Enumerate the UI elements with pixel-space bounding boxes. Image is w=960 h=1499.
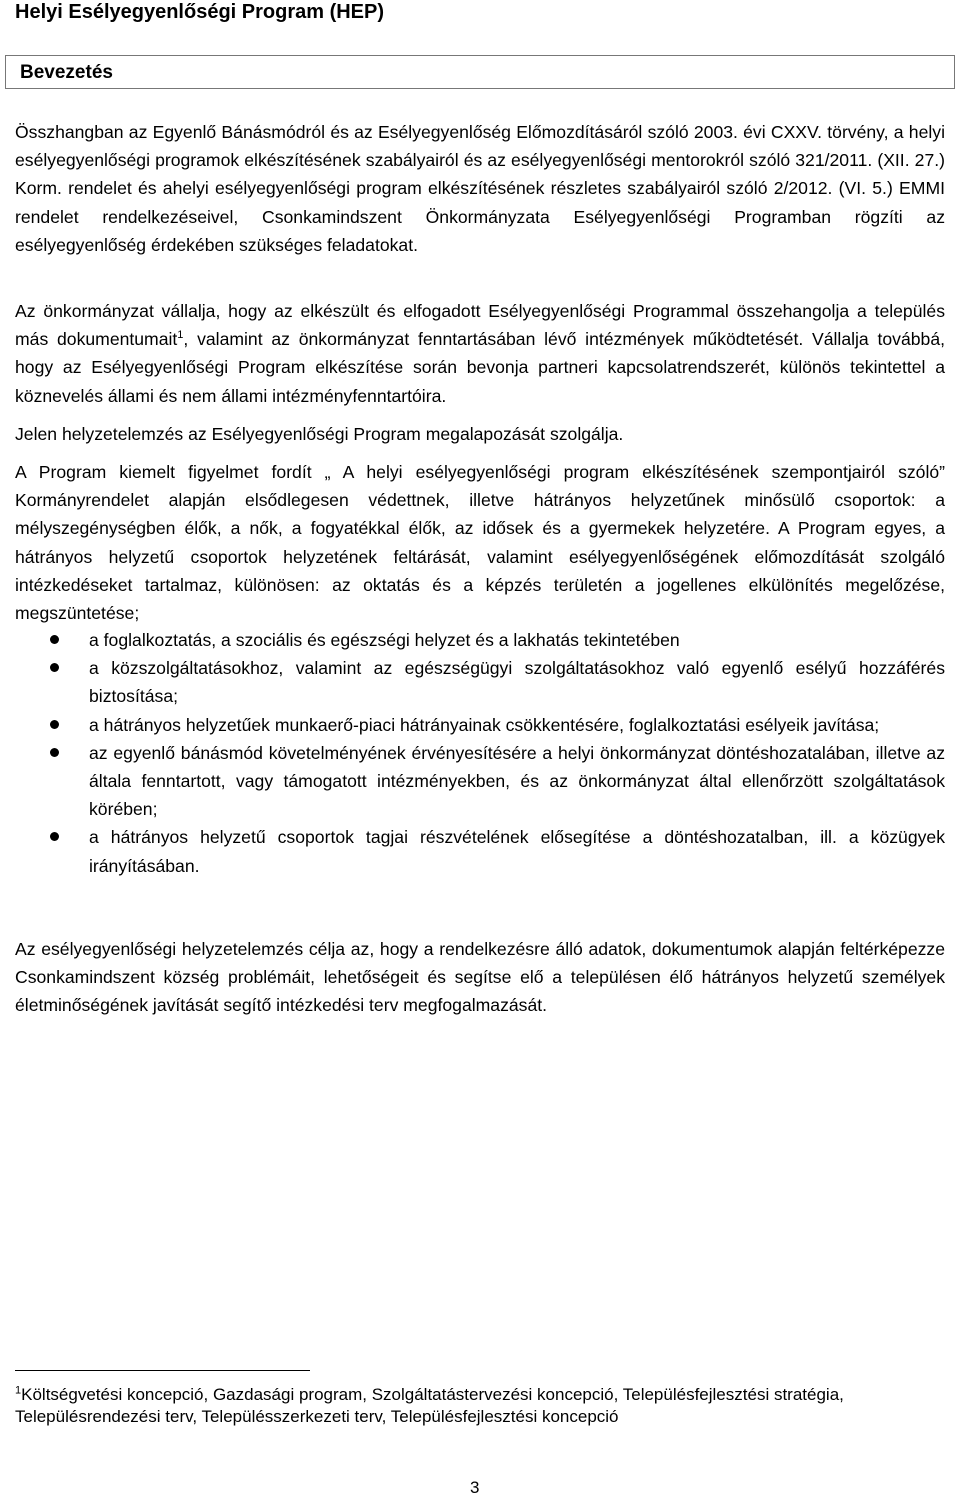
paragraph-intro: Összhangban az Egyenlő Bánásmódról és az Esélyegyenlőség Előmozdításáról szóló 2003. évi CXXV. törvény, a helyi esélyegyenlőségi programok elkészítésének szabályairól és az esélyegyenlőségi mentorokról szóló 321/2011. (XII. 27.) Korm. rendelet és ahelyi esélyegyenlőségi program elkészítésének részletes szabályairól szóló 2/2012. (VI. 5.) EMMI rendelet rendelkezéseivel, Csonkamindszent Önkormányzata Esélyegyenlőségi Programban rögzíti az esélyegyenlőség érdekében szükséges feladatokat. xyxy=(15,122,945,255)
list-item xyxy=(15,739,945,824)
paragraph-commitment xyxy=(15,297,945,410)
list-item xyxy=(15,711,945,739)
focus-bullet-list xyxy=(15,626,945,880)
footnote xyxy=(15,1384,950,1428)
list-item-text: a hátrányos helyzetű csoportok tagjai részvételének elősegítése a döntéshozatalban, ill. a közügyek irányításában. xyxy=(89,827,945,876)
bullet-icon xyxy=(50,832,59,841)
footnote-reference[interactable]: 1 xyxy=(177,329,184,342)
list-item-text: az egyenlő bánásmód követelményének érvényesítésére a helyi önkormányzat döntéshozatalában, illetve az általa fenntartott, vagy támogatott intézményekben, és az önkormányzat által ellenőrzött szolgáltatások körében; xyxy=(89,742,945,820)
bullet-icon xyxy=(50,720,59,729)
document-title: Helyi Esélyegyenlőségi Program (HEP) xyxy=(15,1,385,23)
bullet-icon xyxy=(50,635,59,644)
paragraph-commitment-text-after: , valamint az önkormányzat fenntartásában lévő intézmények működtetését. Vállalja továbbá, hogy az Esélyegyenlőségi Program elkészítése során bevonja partneri kapcsolatrendszerét, különös tekintettel a köznevelés állami és nem állami intézményfenntartóira. xyxy=(15,329,945,406)
list-item xyxy=(15,626,945,654)
list-item xyxy=(15,654,945,710)
paragraph-goal: Az esélyegyenlőségi helyzetelemzés célja az, hogy a rendelkezésre álló adatok, dokumentumok alapján feltérképezze Csonkamindszent község problémáit, lehetőségeit és segítse elő a településen élő hátrányos helyzetű személyek életminőségének javítását segítő intézkedési terv megfogalmazását. xyxy=(15,939,945,1016)
list-item xyxy=(15,823,945,879)
paragraph-focus: A Program kiemelt figyelmet fordít „ A helyi esélyegyenlőségi program elkészítésének szempontjairól szóló” Kormányrendelet alapján elsődlegesen védettnek, illetve hátrányos helyzetűnek minősülő csoportok: a mélyszegénységben élők, a nők, a fogyatékkal élők, az idősek és a gyermekek helyzetére. A Program egyes, a hátrányos helyzetű csoportok helyzetének feltárását, valamint esélyegyenlőségének előmozdítását szolgáló intézkedéseket tartalmaz, különösen: az oktatás és a képzés területén a jogellenes elkülönítés megelőzése, megszüntetése; xyxy=(15,462,945,624)
paragraph-purpose: Jelen helyzetelemzés az Esélyegyenlőségi Program megalapozását szolgálja. xyxy=(15,424,624,444)
paragraph-commitment-text-before: Az önkormányzat vállalja, hogy az elkészült és elfogadott Esélyegyenlőségi Programmal összehangolja a település más dokumentumait xyxy=(15,301,945,350)
bullet-icon xyxy=(50,663,59,672)
section-heading-box xyxy=(5,55,955,89)
list-item-text: a hátrányos helyzetűek munkaerő-piaci hátrányainak csökkentésére, foglalkoztatási esélyeik javítása; xyxy=(89,714,880,735)
section-heading: Bevezetés xyxy=(20,62,113,83)
list-item-text: a közszolgáltatásokhoz, valamint az egészségügyi szolgáltatásokhoz való egyenlő esélyű hozzáférés biztosítása; xyxy=(89,658,945,707)
footnote-divider xyxy=(15,1370,310,1371)
page-number: 3 xyxy=(470,1478,480,1497)
bullet-icon xyxy=(50,748,59,757)
footnote-text: Költségvetési koncepció, Gazdasági program, Szolgáltatástervezési koncepció, Településfejlesztési stratégia, Településrendezési terv, Településszerkezeti terv, Településfejlesztési koncepció xyxy=(15,1385,844,1426)
list-item-text: a foglalkoztatás, a szociális és egészségi helyzet és a lakhatás tekintetében xyxy=(89,630,680,650)
footnote-marker: 1 xyxy=(15,1384,22,1397)
